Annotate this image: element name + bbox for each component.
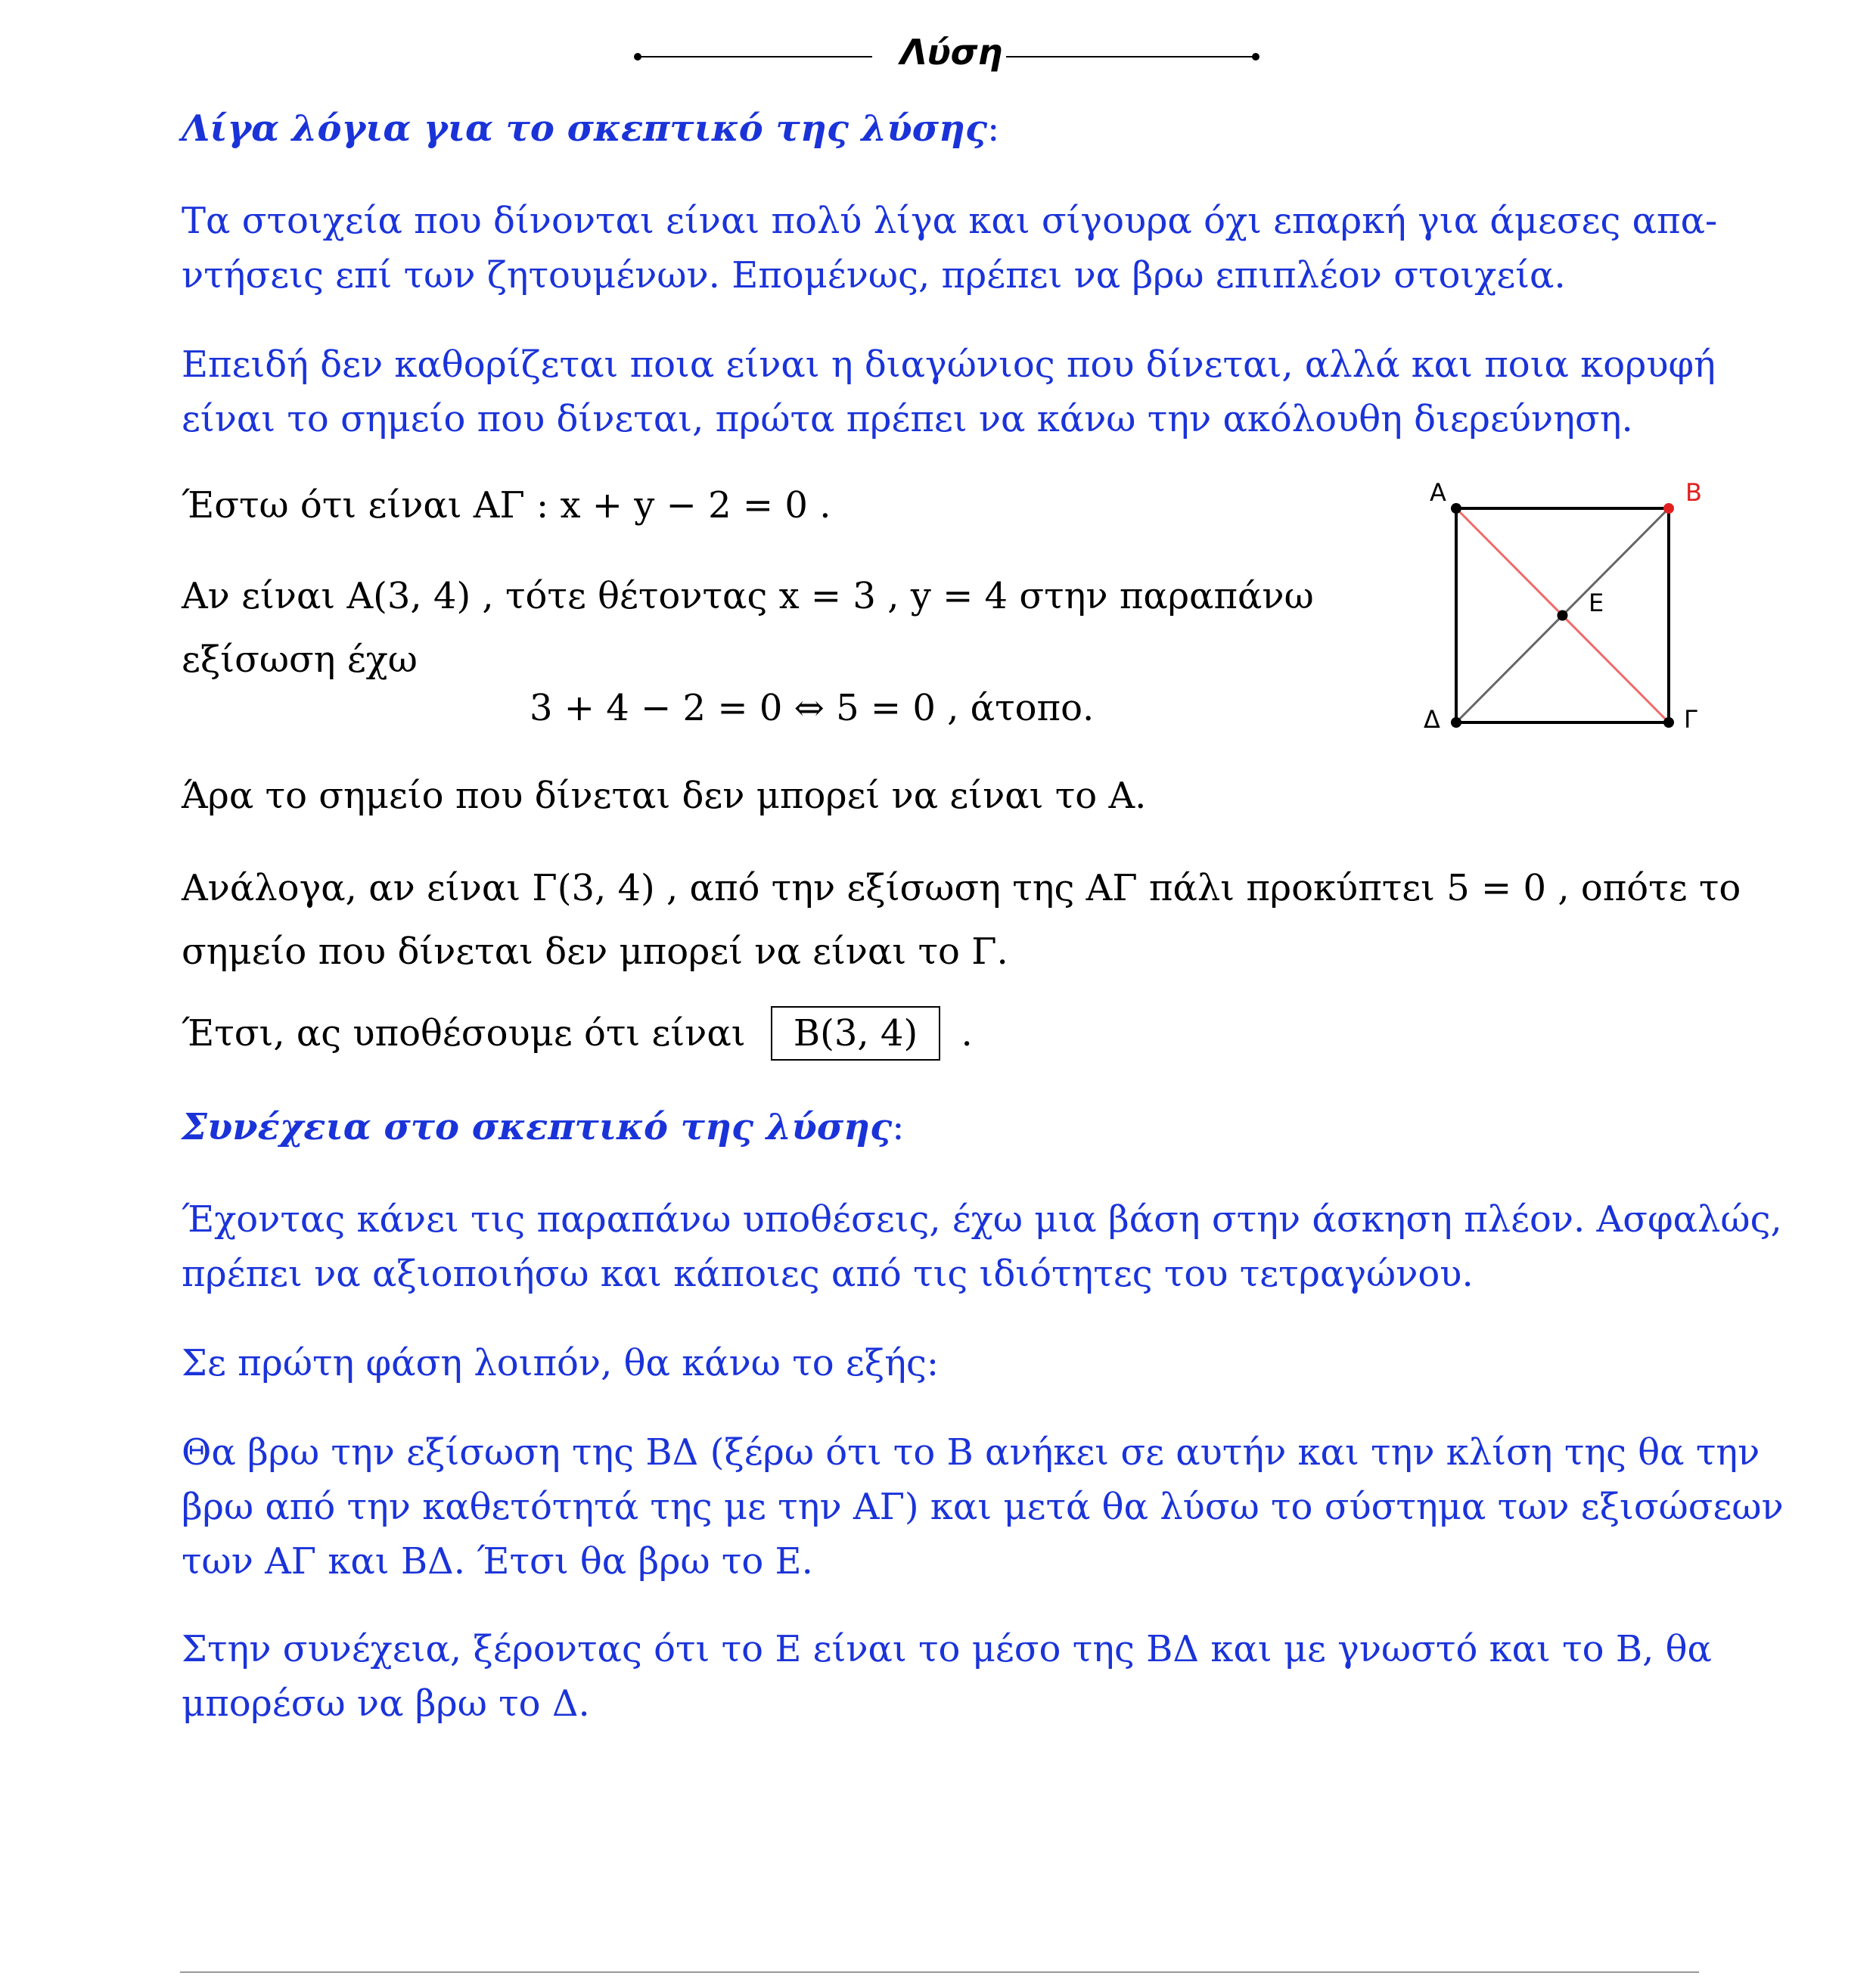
section2-para3-line1: Θα βρω την εξίσωση της ΒΔ (ξέρω ότι το Β ανήκει σε αυτήν και την κλίση της θα την [182, 1431, 1760, 1474]
math-equation: 3 + 4 − 2 = 0 ⇔ 5 = 0 , άτοπο. [530, 687, 1095, 729]
section2-para3-line3: των ΑΓ και ΒΔ. Έτσι θα βρω το Ε. [182, 1540, 813, 1583]
assume-B-prefix: Έτσι, ας υποθέσουμε ότι είναι [182, 1012, 746, 1055]
section2-heading-text: Συνέχεια στο σκεπτικό της λύσης [182, 1106, 893, 1148]
label-D: Δ [1424, 705, 1440, 734]
assume-B-suffix: . [961, 1012, 973, 1055]
section2-para1-line2: πρέπει να αξιοποιήσω και κάποιες από τις ιδιότητες του τετραγώνου. [182, 1253, 1474, 1295]
section2-para4-line1: Στην συνέχεια, ξέροντας ότι το Ε είναι το μέσο της ΒΔ και με γνωστό και το Β, θα [182, 1628, 1712, 1670]
section1-para2-line2: είναι το σημείο που δίνεται, πρώτα πρέπει να κάνω την ακόλουθη διερεύνηση. [182, 398, 1633, 440]
header-left-rule [638, 56, 872, 57]
section2-para1-line1: Έχοντας κάνει τις παραπάνω υποθέσεις, έχω μια βάση στην άσκηση πλέον. Ασφαλώς, [182, 1198, 1782, 1241]
label-E: Ε [1589, 589, 1604, 617]
section2-heading [182, 1106, 904, 1148]
section2-para1 [182, 1192, 1782, 1301]
label-B: Β [1685, 478, 1702, 507]
math-conclusion-G: σημείο που δίνεται δεν μπορεί να είναι το Γ. [182, 930, 1008, 973]
label-G: Γ [1684, 705, 1697, 734]
math-assume-B [182, 1006, 973, 1061]
math-line-equation-intro: εξίσωση έχω [182, 638, 418, 681]
section2-heading-colon: : [892, 1106, 905, 1148]
math-line-assumption: Έστω ότι είναι ΑΓ : x + y − 2 = 0 . [182, 484, 831, 527]
label-A: Α [1430, 478, 1446, 507]
section2-para2: Σε πρώτη φάση λοιπόν, θα κάνω το εξής: [182, 1342, 940, 1384]
page-title: Λύση [900, 32, 1003, 73]
section1-para2 [182, 337, 1716, 446]
point-E [1558, 610, 1568, 621]
point-D [1451, 717, 1461, 728]
math-conclusion-A: Άρα το σημείο που δίνεται δεν μπορεί να είναι το Α. [182, 775, 1147, 817]
section2-para4-line2: μπορέσω να βρω το Δ. [182, 1682, 590, 1725]
header-right-rule [1006, 56, 1256, 57]
point-B [1663, 503, 1674, 514]
section2-para3 [182, 1425, 1784, 1589]
boxed-point-B: Β(3, 4) [771, 1006, 940, 1061]
section1-heading-colon: : [987, 107, 1000, 150]
section1-heading [182, 107, 999, 150]
section2-para4 [182, 1622, 1712, 1731]
section1-para2-line1: Επειδή δεν καθορίζεται ποια είναι η διαγώνιος που δίνεται, αλλά και ποια κορυφή [182, 343, 1716, 386]
point-G [1663, 717, 1674, 728]
section1-para1 [182, 194, 1717, 303]
section1-heading-text: Λίγα λόγια για το σκεπτικό της λύσης [182, 107, 988, 150]
square-figure [1407, 469, 1725, 741]
point-A [1451, 503, 1461, 514]
math-line-case-A: Αν είναι Α(3, 4) , τότε θέτοντας x = 3 , y = 4 στην παραπάνω [182, 575, 1314, 617]
section1-para1-line1: Τα στοιχεία που δίνονται είναι πολύ λίγα και σίγουρα όχι επαρκή για άμεσες απα- [182, 200, 1718, 242]
section2-para3-line2: βρω από την καθετότητά της με την ΑΓ) και μετά θα λύσω το σύστημα των εξισώσεων [182, 1486, 1784, 1528]
section1-para1-line2: ντήσεις επί των ζητουμένων. Επομένως, πρέπει να βρω επιπλέον στοιχεία. [182, 254, 1566, 297]
footer-rule [180, 1971, 1699, 1973]
math-case-G: Ανάλογα, αν είναι Γ(3, 4) , από την εξίσωση της ΑΓ πάλι προκύπτει 5 = 0 , οπότε το [182, 867, 1741, 909]
header-right-dot [1252, 53, 1259, 61]
